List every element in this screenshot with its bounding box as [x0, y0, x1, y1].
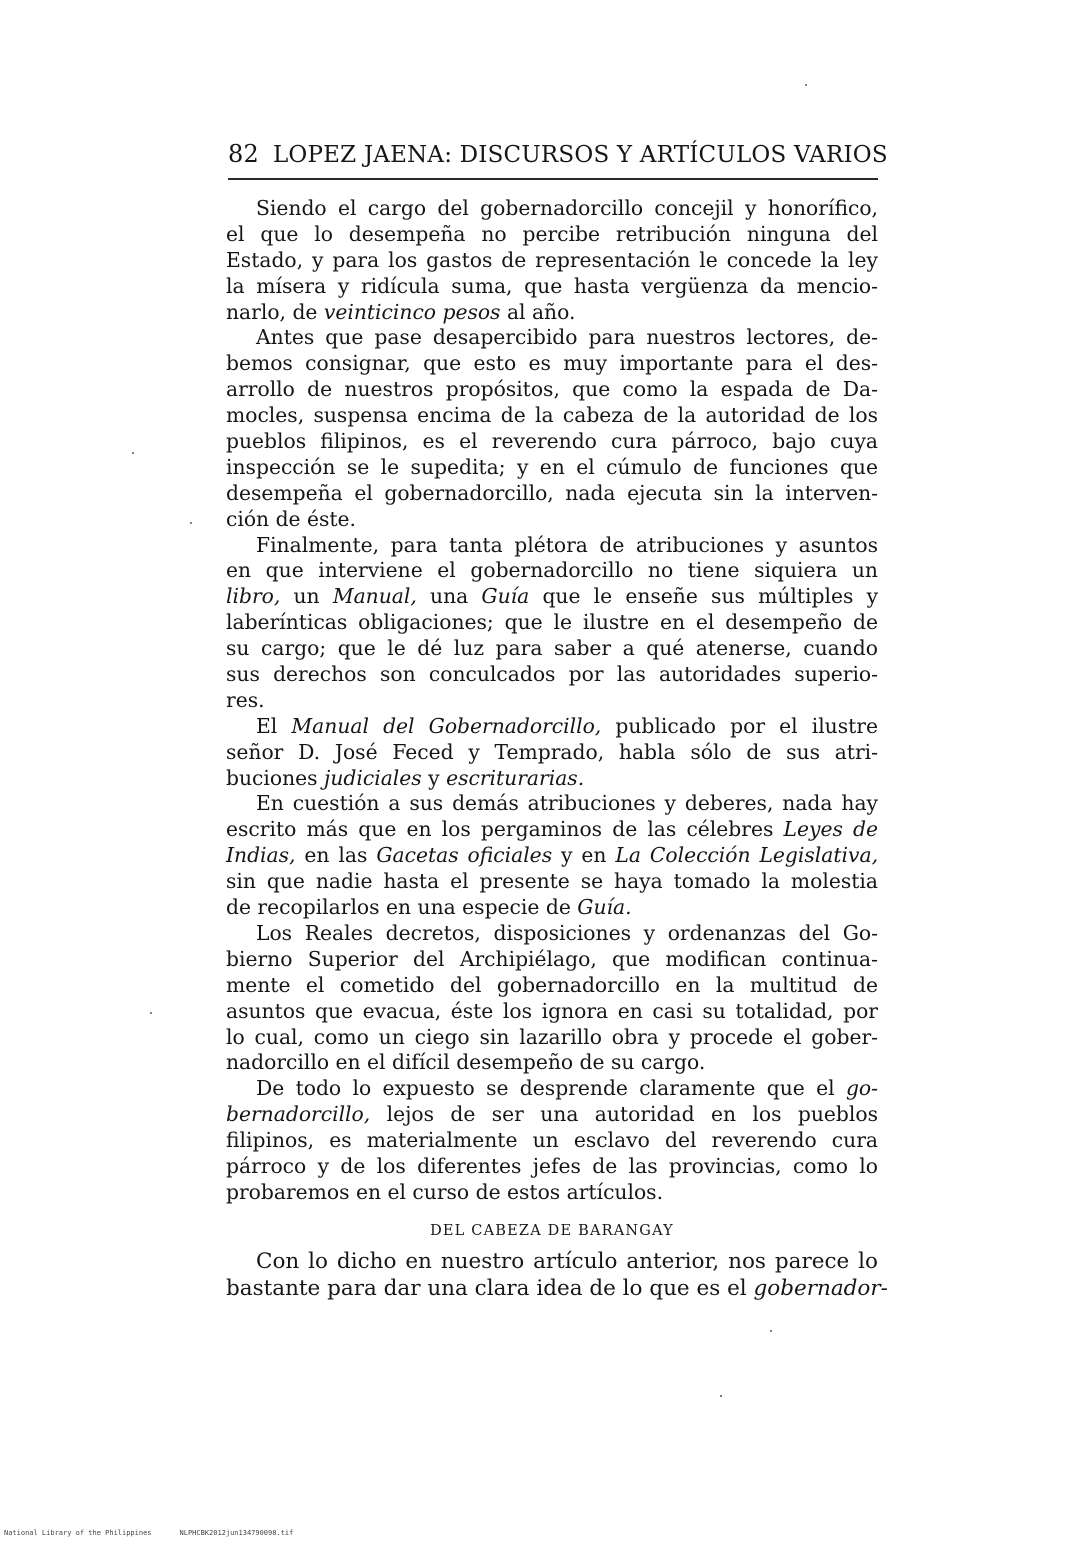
text-line: Finalmente, para tanta plétora de atribuciones y asuntos [256, 532, 878, 557]
text-line: sin que nadie hasta el presente se haya tomado la molestia [226, 869, 878, 894]
text-line: laberínticas obligaciones; que le ilustre en el desempeño de [226, 610, 878, 635]
text-line: párroco y de los diferentes jefes de las provincias, como lo [226, 1153, 878, 1178]
text-line: Con lo dicho en nuestro artículo anterior, nos parece lo [256, 1248, 878, 1274]
text-line: la mísera y ridícula suma, que hasta vergüenza da mencio- [226, 273, 878, 298]
text-line: narlo, de veinticinco pesos al año. [226, 299, 576, 324]
text-line: inspección se le supedita; y en el cúmulo de funciones que [226, 454, 878, 479]
text-line: nadorcillo en el difícil desempeño de su cargo. [226, 1050, 706, 1075]
text-line: probaremos en el curso de estos artículos. [226, 1179, 664, 1204]
text-line: desempeña el gobernadorcillo, nada ejecuta sin la interven- [226, 480, 878, 505]
text-line: ción de éste. [226, 506, 357, 531]
scan-speck [190, 522, 192, 524]
text-line: de recopilarlos en una especie de Guía. [226, 895, 632, 920]
text-line: sus derechos son conculcados por las autoridades superio- [226, 662, 878, 687]
text-line: su cargo; que le dé luz para saber a qué atenerse, cuando [226, 636, 878, 661]
text-line: mente el cometido del gobernadorcillo en la multitud de [226, 972, 878, 997]
text-line: pueblos filipinos, es el reverendo cura párroco, bajo cuya [226, 429, 878, 454]
text-line: mocles, suspensa encima de la cabeza de la autoridad de los [226, 403, 878, 428]
text-line: bastante para dar una clara idea de lo que es el gobernador- [226, 1275, 888, 1301]
running-title: LOPEZ JAENA: DISCURSOS Y ARTÍCULOS VARIOS [272, 142, 888, 168]
text-line: arrollo de nuestros propósitos, que como la espada de Da- [226, 377, 878, 402]
text-line: bierno Superior del Archipiélago, que modifican continua- [226, 946, 878, 971]
text-line: Los Reales decretos, disposiciones y ordenanzas del Go- [256, 920, 878, 945]
text-line: asuntos que evacua, éste los ignora en casi su totalidad, por [226, 998, 878, 1023]
text-line: bemos consignar, que esto es muy importante para el des- [226, 351, 878, 376]
scan-speck [805, 84, 807, 86]
text-line: buciones judiciales y escriturarias. [226, 765, 585, 790]
text-line: filipinos, es materialmente un esclavo del reverendo cura [226, 1128, 878, 1153]
text-line: libro, un Manual, una Guía que le enseñe sus múltiples y [226, 584, 879, 609]
text-line: res. [226, 687, 265, 712]
file-id: NLPHCBK2012jun134790098.tif [179, 1529, 294, 1537]
scan-speck [132, 452, 134, 454]
text-line: Antes que pase desapercibido para nuestros lectores, de- [256, 325, 878, 350]
text-line: Siendo el cargo del gobernadorcillo concejil y honorífico, [256, 196, 878, 220]
body-text [226, 196, 888, 1302]
text-line: bernadorcillo, lejos de ser una autoridad en los pueblos [226, 1102, 879, 1127]
text-line: lo cual, como un ciego sin lazarillo obra y procede el gober- [226, 1024, 878, 1049]
text-line: el que lo desempeña no percibe retribución ninguna del [226, 221, 878, 246]
header-rule [228, 178, 878, 180]
text-line: escrito más que en los pergaminos de las célebres Leyes de [226, 817, 878, 842]
running-header [228, 140, 888, 168]
library-credit: National Library of the Philippines [4, 1529, 152, 1537]
text-line: Indias, en las Gacetas oficiales y en La Colección Legislativa, [226, 843, 879, 868]
scan-speck [720, 1395, 722, 1397]
scan-speck [770, 1330, 772, 1332]
scan-speck [150, 1012, 152, 1014]
scan-footer [4, 1529, 321, 1537]
section-heading: DEL CABEZA DE BARANGAY [430, 1222, 674, 1239]
text-line: señor D. José Feced y Temprado, habla sólo de sus atri- [226, 739, 878, 764]
page-number: 82 [228, 140, 259, 168]
text-line: De todo lo expuesto se desprende claramente que el go- [256, 1076, 878, 1101]
text-line: en que interviene el gobernadorcillo no tiene siquiera un [226, 558, 878, 583]
text-line: Estado, y para los gastos de representación le concede la ley [226, 247, 878, 272]
text-line: El Manual del Gobernadorcillo, publicado por el ilustre [256, 713, 878, 738]
text-line: En cuestión a sus demás atribuciones y deberes, nada hay [256, 791, 878, 816]
